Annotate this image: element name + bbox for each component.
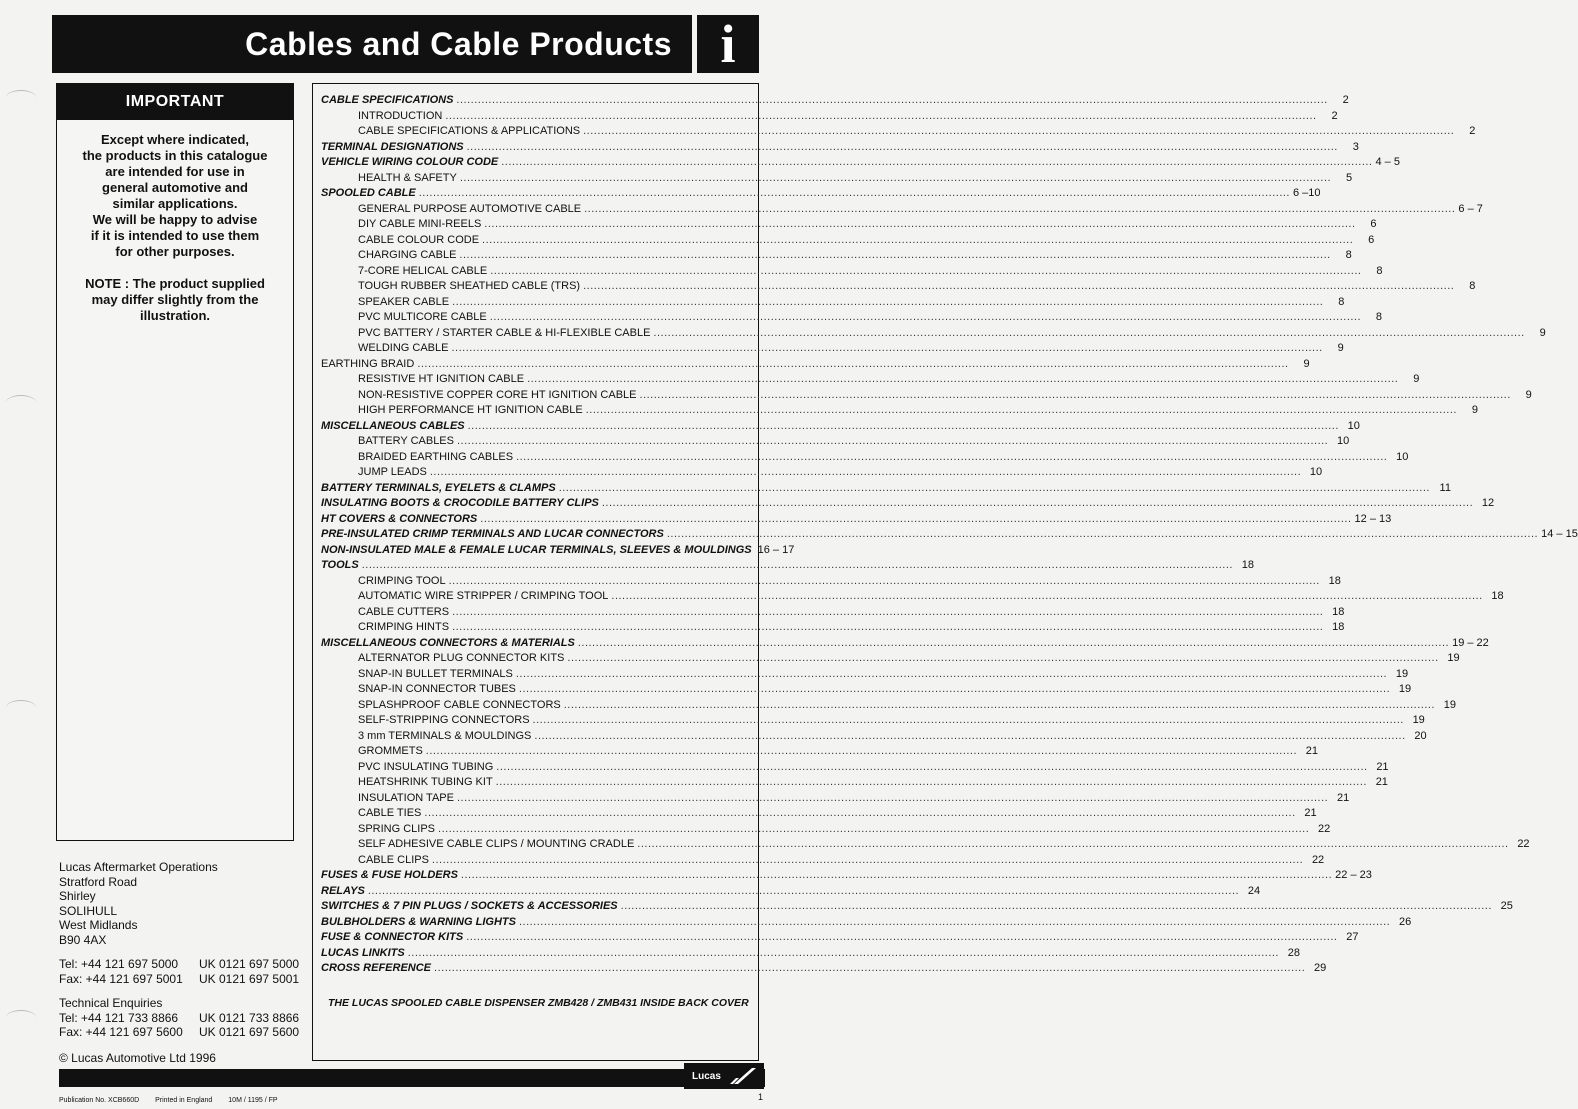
contents-entry-page: 21 (1336, 791, 1350, 804)
printed-location: Printed in England (155, 1097, 213, 1104)
address-line: SOLIHULL (59, 903, 118, 918)
dot-leader (445, 110, 1316, 122)
dot-leader (640, 389, 1511, 401)
contents-entry-page: 29 (1314, 962, 1327, 974)
contents-entry (321, 791, 1350, 808)
contents-entry-title: CRIMPING HINTS (358, 621, 450, 633)
contents-entry-page: 19 (1443, 698, 1456, 711)
print-code: 10M / 1195 / FP (228, 1097, 278, 1104)
dispenser-note: THE LUCAS SPOOLED CABLE DISPENSER ZMB428 / ZMB431 INSIDE BACK COVER (328, 997, 749, 1009)
contents-entry-page: 22 – 23 (1335, 869, 1372, 881)
dot-leader (417, 358, 1288, 370)
address-line: Stratford Road (59, 874, 138, 889)
contents-entry-title: JUMP LEADS (358, 466, 427, 478)
contents-entry-page: 18 (1332, 605, 1345, 618)
dot-leader (564, 699, 1435, 711)
contents-entry (321, 357, 1310, 374)
contents-entry (321, 636, 1489, 653)
contents-entry-page: 4 – 5 (1375, 156, 1400, 168)
dot-leader (432, 854, 1303, 866)
contents-entry-page: 8 (1345, 249, 1352, 261)
contents-entry-page: 9 (1337, 342, 1344, 354)
contents-entry (321, 497, 1495, 513)
dot-leader (559, 482, 1430, 494)
contents-entry (321, 667, 1409, 684)
contents-entry (321, 807, 1317, 823)
contents-entry-title: NON-INSULATED MALE & FEMALE LUCAR TERMINALS, SLEEVES & MOULDINGS (321, 543, 752, 556)
contents-entry-title: SNAP-IN CONNECTOR TUBES (358, 683, 516, 695)
dot-leader (667, 528, 1538, 540)
contents-entry-page: 22 (1517, 838, 1530, 850)
dot-leader (362, 559, 1233, 571)
dot-leader (434, 962, 1305, 974)
contents-entry (321, 202, 1483, 219)
important-heading-bar (57, 84, 293, 120)
dot-leader (496, 761, 1367, 773)
dot-leader (451, 342, 1322, 354)
contents-entry-page: 21 (1304, 807, 1317, 819)
contents-entry (321, 187, 1321, 203)
contents-entry-title: RELAYS (321, 884, 365, 897)
dot-leader (426, 745, 1297, 757)
contents-entry (321, 218, 1377, 234)
punch-hole (6, 90, 36, 105)
contents-entry (321, 481, 1451, 498)
contents-entry-title: INTRODUCTION (358, 109, 443, 122)
page-title: Cables and Cable Products (245, 25, 672, 62)
dot-leader (452, 606, 1323, 618)
contents-entry-page: 9 (1471, 404, 1478, 416)
contents-entry (321, 652, 1460, 668)
contents-entry-title: SELF ADHESIVE CABLE CLIPS / MOUNTING CRADLE (358, 838, 635, 850)
contents-entry (321, 962, 1327, 978)
contents-entry (321, 342, 1344, 358)
lucas-logo (684, 1063, 764, 1089)
dot-leader (527, 373, 1398, 385)
contents-entry-page: 19 (1398, 683, 1412, 695)
contents-entry-page: 5 (1345, 171, 1353, 184)
contents-entry-title: GROMMETS (358, 745, 423, 757)
contents-entry (321, 404, 1478, 420)
dot-leader (459, 249, 1330, 261)
dot-leader (611, 590, 1482, 602)
contents-entry (321, 621, 1345, 637)
table-of-contents (321, 94, 1578, 978)
contents-entry-page: 9 (1525, 388, 1532, 401)
contents-entry (321, 698, 1456, 715)
dot-leader (534, 730, 1405, 742)
contents-entry-title: SPEAKER CABLE (358, 295, 450, 308)
contents-entry (321, 760, 1389, 777)
contents-entry-page: 21 (1305, 745, 1319, 757)
address-line: Shirley (59, 889, 96, 903)
contents-entry-page: 10 (1347, 419, 1360, 432)
contents-entry (321, 109, 1338, 126)
dot-leader (516, 668, 1387, 680)
contents-entry (321, 233, 1375, 250)
contents-entry (321, 249, 1352, 265)
dot-leader (533, 714, 1404, 726)
dot-leader (482, 234, 1353, 246)
contents-entry-title: HEALTH & SAFETY (358, 171, 457, 184)
contents-entry-page: 12 – 13 (1354, 512, 1392, 525)
contents-entry-page: 14 – 15 (1541, 528, 1578, 540)
contents-entry-title: SELF-STRIPPING CONNECTORS (358, 714, 530, 726)
punch-hole (6, 395, 36, 410)
contents-entry-page: 18 (1328, 574, 1341, 587)
contents-entry-page: 10 (1396, 450, 1409, 463)
contents-entry-title: HEATSHRINK TUBING KIT (358, 776, 493, 788)
punch-hole (6, 700, 36, 715)
contents-entry-page: 25 (1500, 900, 1513, 912)
contents-entry-title: BRAIDED EARTHING CABLES (358, 450, 514, 463)
contents-entry-title: SPRING CLIPS (358, 822, 436, 835)
contents-entry-page: 8 (1469, 280, 1476, 292)
contents-entry (321, 388, 1532, 405)
contents-entry (321, 125, 1476, 141)
contents-entry (321, 915, 1412, 932)
contents-entry-title: PVC MULTICORE CABLE (358, 311, 487, 323)
contents-entry (321, 884, 1261, 901)
dot-leader (457, 435, 1328, 447)
contents-entry (321, 373, 1420, 389)
contents-entry-title: EARTHING BRAID (321, 357, 415, 370)
dot-leader (424, 807, 1295, 819)
dot-leader (466, 931, 1337, 943)
dot-leader (583, 125, 1454, 137)
contents-entry (321, 543, 795, 560)
contents-entry-title: FUSE & CONNECTOR KITS (321, 931, 464, 943)
contents-entry (321, 419, 1360, 436)
contents-entry-title: CABLE TIES (358, 807, 422, 819)
contents-entry-title: CABLE CUTTERS (358, 605, 450, 618)
contents-entry-title: PVC BATTERY / STARTER CABLE & HI-FLEXIBLE CABLE (358, 326, 651, 339)
dot-leader (602, 497, 1473, 509)
contents-entry-title: CHARGING CABLE (358, 249, 457, 261)
contents-entry-page: 12 (1481, 497, 1495, 509)
contents-entry-page: 18 (1491, 590, 1504, 602)
contents-entry-page: 18 (1332, 621, 1345, 633)
contents-entry (321, 559, 1254, 575)
dot-leader (490, 311, 1361, 323)
contents-entry-page: 8 (1338, 295, 1345, 308)
address-line: B90 4AX (59, 932, 107, 947)
publication-number: Publication No. XCB660D (59, 1097, 140, 1104)
dot-leader (467, 141, 1338, 153)
contents-entry-page: 3 (1352, 140, 1359, 153)
contents-entry-title: CROSS REFERENCE (321, 962, 432, 974)
contents-entry-title: DIY CABLE MINI-REELS (358, 218, 482, 230)
tech-fax-intl: Fax: +44 121 697 5600 (59, 1025, 183, 1039)
dot-leader (496, 776, 1367, 788)
important-note: NOTE : The product supplied may differ slightly from the illustration. (85, 276, 265, 323)
dot-leader (484, 218, 1355, 230)
technical-enquiries-heading: Technical Enquiries (59, 996, 163, 1010)
contents-entry-page: 10 (1337, 435, 1350, 447)
contents-entry-title: 3 mm TERMINALS & MOULDINGS (358, 729, 532, 742)
contents-entry-title: CABLE COLOUR CODE (358, 233, 480, 246)
contents-entry-title: GENERAL PURPOSE AUTOMOTIVE CABLE (358, 202, 582, 215)
contents-entry (321, 140, 1359, 157)
contents-entry-title: SNAP-IN BULLET TERMINALS (358, 667, 513, 680)
lucas-logo-mark (728, 1066, 758, 1086)
contents-entry-page: 28 (1287, 946, 1300, 959)
contents-entry-title: SPLASHPROOF CABLE CONNECTORS (358, 698, 561, 711)
company-address (59, 860, 299, 1040)
contents-entry (321, 264, 1383, 281)
contents-entry (321, 528, 1578, 544)
tech-telephone-row (59, 1011, 299, 1026)
contents-entry (321, 605, 1345, 622)
important-heading: IMPORTANT (125, 93, 225, 110)
dot-leader (578, 637, 1449, 649)
contents-entry-page: 2 (1469, 125, 1476, 137)
contents-entry-page: 2 (1342, 94, 1349, 106)
contents-entry-title: CRIMPING TOOL (358, 574, 446, 587)
contents-entry-title: LUCAS LINKITS (321, 946, 405, 959)
dot-leader (461, 869, 1332, 881)
contents-entry-title: TOOLS (321, 559, 359, 571)
contents-entry-title: TERMINAL DESIGNATIONS (321, 140, 464, 153)
contents-entry-page: 19 (1395, 667, 1409, 680)
contents-entry-page: 11 (1439, 481, 1451, 494)
info-icon: i (697, 15, 759, 73)
contents-entry-title: HIGH PERFORMANCE HT IGNITION CABLE (358, 404, 583, 416)
contents-entry (321, 714, 1425, 730)
contents-entry-title: HT COVERS & CONNECTORS (321, 512, 478, 525)
contents-entry-title: TOUGH RUBBER SHEATHED CABLE (TRS) (358, 280, 581, 292)
tech-fax-row (59, 1025, 299, 1040)
contents-entry-page: 10 (1309, 466, 1323, 478)
dot-leader (519, 683, 1390, 695)
contents-entry-page: 8 (1375, 311, 1383, 323)
contents-entry (321, 450, 1409, 467)
tech-telephone-intl: Tel: +44 121 733 8866 (59, 1010, 179, 1025)
contents-entry-title: INSULATION TAPE (358, 791, 454, 804)
contents-entry-page: 2 (1331, 109, 1338, 122)
contents-entry-title: WELDING CABLE (358, 342, 449, 354)
contents-entry (321, 822, 1331, 839)
contents-entry (321, 853, 1325, 870)
contents-entry-title: BATTERY TERMINALS, EYELETS & CLAMPS (321, 481, 556, 494)
dot-leader (468, 420, 1339, 432)
dot-leader (449, 575, 1320, 587)
footer-bar (59, 1069, 765, 1087)
important-notice (56, 83, 294, 841)
tech-fax-uk: UK 0121 697 5600 (199, 1025, 300, 1039)
contents-entry (321, 156, 1400, 172)
dot-leader (653, 327, 1524, 339)
contents-entry-title: INSULATING BOOTS & CROCODILE BATTERY CLIPS (321, 497, 599, 509)
contents-entry-page: 6 (1370, 218, 1377, 230)
contents-entry-page: 19 (1412, 714, 1425, 726)
contents-entry (321, 900, 1513, 916)
punch-hole (6, 1010, 36, 1025)
contents-entry-title: CABLE SPECIFICATIONS (321, 94, 454, 106)
dot-leader (452, 621, 1323, 633)
contents-entry-title: BATTERY CABLES (358, 435, 454, 447)
contents-entry (321, 466, 1323, 482)
dot-leader (586, 404, 1457, 416)
contents-entry-title: PVC INSULATING TUBING (358, 760, 494, 773)
contents-entry (321, 280, 1476, 296)
contents-entry-page: 22 (1318, 822, 1331, 835)
contents-entry-page: 27 (1346, 931, 1359, 943)
dot-leader (584, 203, 1455, 215)
dot-leader (457, 792, 1328, 804)
contents-entry-page: 26 (1398, 915, 1412, 928)
dot-leader (621, 900, 1492, 912)
dot-leader (452, 296, 1323, 308)
page-number: 1 (758, 1092, 764, 1102)
telephone-uk: UK 0121 697 5000 (199, 957, 300, 971)
contents-entry-page: 20 (1414, 729, 1427, 742)
brand-name: Lucas (692, 1070, 721, 1082)
address-line: West Midlands (59, 918, 138, 932)
dot-leader (516, 451, 1387, 463)
contents-entry-title: ALTERNATOR PLUG CONNECTOR KITS (358, 652, 565, 664)
contents-entry (321, 512, 1392, 529)
dot-leader (480, 513, 1351, 525)
copyright: © Lucas Automotive Ltd 1996 (59, 1051, 216, 1065)
contents-entry-page: 9 (1539, 326, 1546, 339)
contents-entry-title: FUSES & FUSE HOLDERS (321, 869, 458, 881)
contents-entry (321, 94, 1349, 110)
contents-entry-title: RESISTIVE HT IGNITION CABLE (358, 373, 525, 385)
telephone-row (59, 957, 299, 972)
dot-leader (456, 94, 1327, 106)
publication-info (59, 1097, 292, 1104)
important-text: Except where indicated, the products in this catalogue are intended for use in general automotive and similar applications. We will be happy to advise if it is intended to use them for other purposes. (82, 132, 268, 259)
contents-entry-page: 9 (1303, 357, 1310, 370)
dot-leader (430, 466, 1301, 478)
fax-row (59, 972, 299, 987)
fax-uk: UK 0121 697 5001 (199, 971, 300, 986)
contents-entry (321, 683, 1412, 699)
contents-entry-title: CABLE CLIPS (358, 853, 429, 866)
dot-leader (490, 265, 1361, 277)
dot-leader (460, 172, 1331, 184)
contents-entry (321, 776, 1388, 792)
contents-entry-title: SPOOLED CABLE (321, 187, 416, 199)
contents-entry-page: 16 – 17 (757, 543, 795, 556)
contents-entry-page: 21 (1375, 776, 1388, 788)
contents-entry (321, 946, 1300, 963)
contents-entry-page: 8 (1376, 264, 1383, 277)
contents-entry (321, 295, 1345, 312)
contents-entry (321, 574, 1341, 591)
contents-entry-page: 9 (1413, 373, 1420, 385)
contents-entry (321, 326, 1546, 343)
contents-entry (321, 931, 1359, 947)
contents-entry-title: CABLE SPECIFICATIONS & APPLICATIONS (358, 125, 581, 137)
contents-entry-title: MISCELLANEOUS CONNECTORS & MATERIALS (321, 636, 575, 649)
contents-entry (321, 745, 1319, 761)
page-title-bar (52, 15, 692, 73)
contents-entry-title: BULBHOLDERS & WARNING LIGHTS (321, 915, 516, 928)
contents-entry-title: AUTOMATIC WIRE STRIPPER / CRIMPING TOOL (358, 590, 609, 602)
contents-entry (321, 171, 1353, 188)
contents-entry-title: NON-RESISTIVE COPPER CORE HT IGNITION CABLE (358, 388, 637, 401)
contents-entry-title: MISCELLANEOUS CABLES (321, 419, 465, 432)
dot-leader (583, 280, 1454, 292)
contents-entry (321, 435, 1350, 451)
contents-entry (321, 869, 1372, 885)
contents-entry-page: 6 (1368, 233, 1375, 246)
tech-telephone-uk: UK 0121 733 8866 (199, 1010, 300, 1025)
contents-entry-page: 24 (1247, 884, 1261, 897)
contents-entry (321, 729, 1427, 746)
dot-leader (438, 823, 1309, 835)
contents-entry (321, 590, 1504, 606)
contents-entry-page: 6 –10 (1293, 187, 1321, 199)
dot-leader (519, 916, 1390, 928)
fax-intl: Fax: +44 121 697 5001 (59, 971, 183, 986)
contents-entry (321, 311, 1383, 327)
contents-entry (321, 838, 1530, 854)
contents-entry-page: 6 – 7 (1458, 202, 1483, 215)
address-line: Lucas Aftermarket Operations (59, 860, 218, 874)
dot-leader (501, 156, 1372, 168)
dot-leader (368, 885, 1239, 897)
dot-leader (419, 187, 1290, 199)
contents-entry-page: 21 (1376, 760, 1389, 773)
dot-leader (567, 652, 1438, 664)
contents-entry-page: 19 (1447, 652, 1460, 664)
contents-entry-title: VEHICLE WIRING COLOUR CODE (321, 156, 499, 168)
contents-entry-page: 22 (1311, 853, 1325, 866)
contents-entry-page: 19 – 22 (1452, 636, 1489, 649)
contents-entry-title: 7-CORE HELICAL CABLE (358, 264, 488, 277)
contents-entry-title: SWITCHES & 7 PIN PLUGS / SOCKETS & ACCESSORIES (321, 900, 618, 912)
dot-leader (637, 838, 1508, 850)
contents-entry-title: PRE-INSULATED CRIMP TERMINALS AND LUCAR CONNECTORS (321, 528, 664, 540)
contents-entry-page: 18 (1241, 559, 1254, 571)
telephone-intl: Tel: +44 121 697 5000 (59, 957, 179, 971)
dot-leader (408, 947, 1279, 959)
